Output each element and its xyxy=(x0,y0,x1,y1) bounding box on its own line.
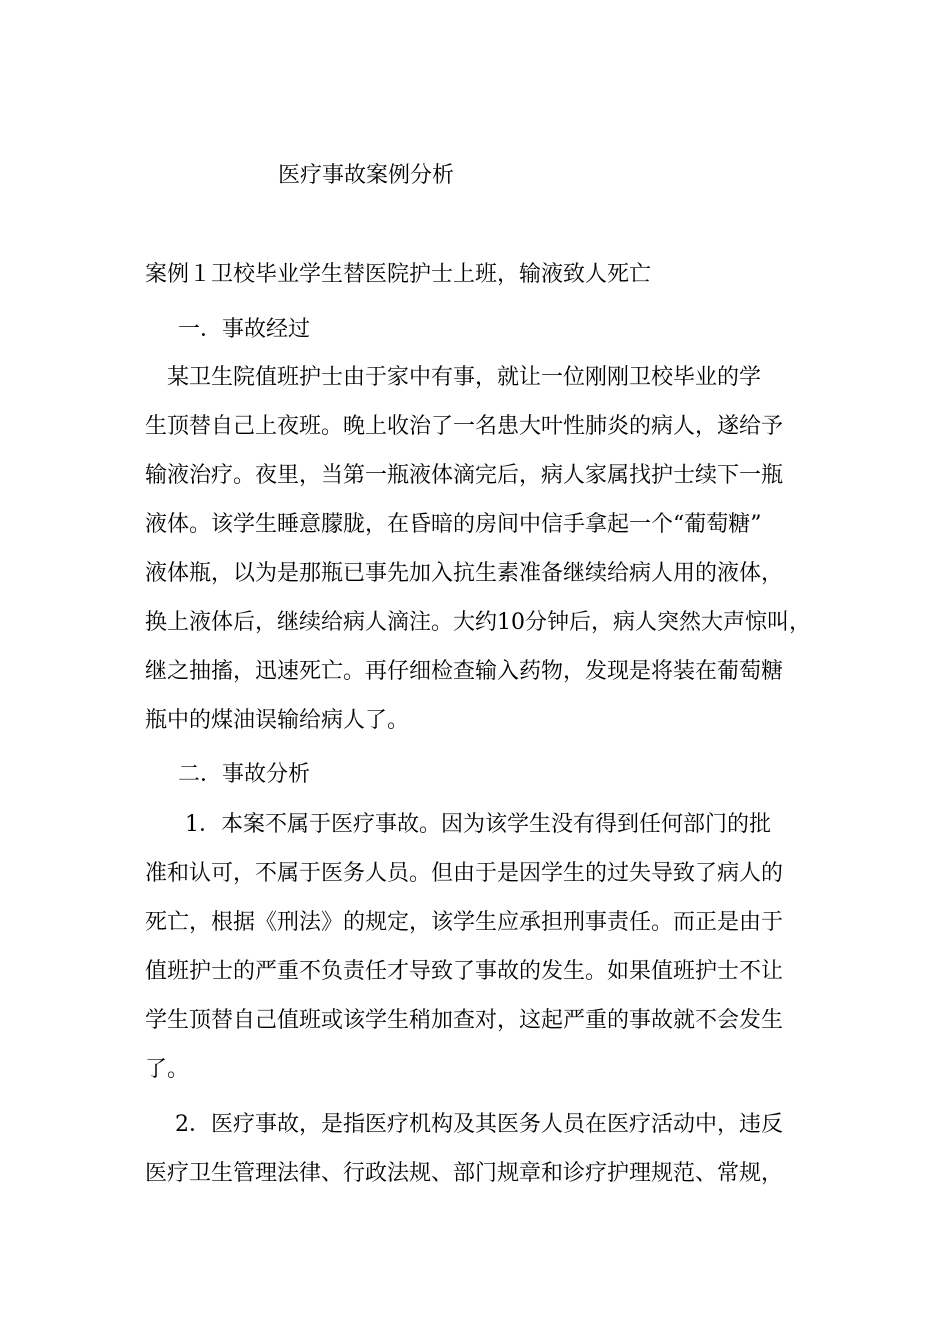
paragraph-line: 死亡，根据《刑法》的规定，该学生应承担刑事责任。而正是由于 xyxy=(145,910,784,935)
paragraph-line: 了。 xyxy=(145,1057,190,1082)
paragraph-line: 生顶替自己上夜班。晚上收治了一名患大叶性肺炎的病人，遂给予 xyxy=(145,414,784,439)
paragraph-line: 液体。该学生睡意朦胧，在昏暗的房间中信手拿起一个“葡萄糖” xyxy=(145,512,762,537)
paragraph-line: 液体瓶，以为是那瓶已事先加入抗生素准备继续给病人用的液体， xyxy=(145,561,784,586)
paragraph-line: 继之抽搐，迅速死亡。再仔细检查输入药物，发现是将装在葡萄糖 xyxy=(145,659,784,684)
paragraph-line: 某卫生院值班护士由于家中有事，就让一位刚刚卫校毕业的学 xyxy=(167,365,762,390)
paragraph-line: 1．本案不属于医疗事故。因为该学生没有得到任何部门的批 xyxy=(185,812,771,837)
case-title: 案例１卫校毕业学生替医院护士上班，输液致人死亡 xyxy=(145,262,652,287)
paragraph-line: 瓶中的煤油误输给病人了。 xyxy=(145,708,410,733)
paragraph-analysis-1 xyxy=(145,800,815,1094)
paragraph-line: 学生顶替自己值班或该学生稍加查对，这起严重的事故就不会发生 xyxy=(145,1008,784,1033)
section-heading-incident: 一．事故经过 xyxy=(178,317,311,342)
paragraph-analysis-2 xyxy=(145,1100,815,1198)
paragraph-line: 2．医疗事故，是指医疗机构及其医务人员在医疗活动中，违反 xyxy=(175,1112,783,1137)
section-heading-analysis: 二．事故分析 xyxy=(178,762,311,787)
paragraph-line: 值班护士的严重不负责任才导致了事故的发生。如果值班护士不让 xyxy=(145,959,784,984)
document-title: 医疗事故案例分析 xyxy=(278,163,455,188)
paragraph-line: 准和认可，不属于医务人员。但由于是因学生的过失导致了病人的 xyxy=(145,861,784,886)
paragraph-line: 医疗卫生管理法律、行政法规、部门规章和诊疗护理规范、常规， xyxy=(145,1161,784,1186)
paragraph-incident xyxy=(145,353,815,745)
paragraph-line: 换上液体后，继续给病人滴注。大约10分钟后，病人突然大声惊叫， xyxy=(145,610,811,635)
paragraph-line: 输液治疗。夜里，当第一瓶液体滴完后，病人家属找护士续下一瓶 xyxy=(145,463,784,488)
